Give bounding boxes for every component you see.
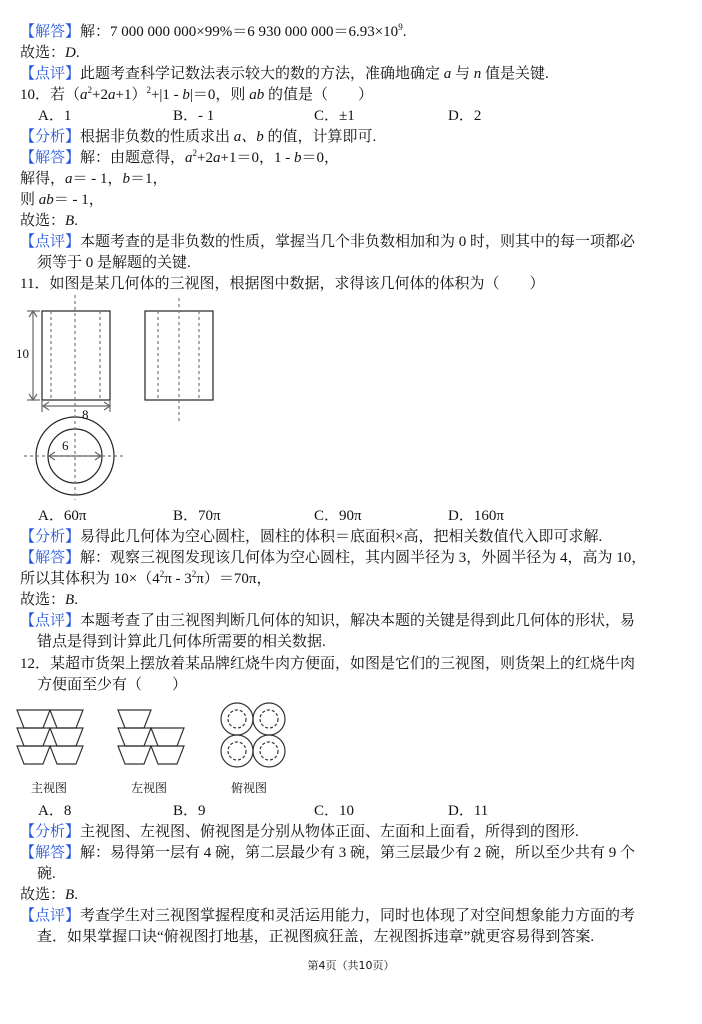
- q9-comment: 【点评】此题考查科学记数法表示较大的数的方法，准确地确定 a 与 n 值是关键.: [20, 66, 549, 82]
- front-view: [17, 710, 83, 764]
- option-b[interactable]: B．70π: [173, 508, 221, 524]
- option-c[interactable]: C．10: [314, 803, 355, 819]
- option-c[interactable]: C．±1: [314, 108, 355, 124]
- q12-three-view-figure: [0, 695, 300, 770]
- q9-choose: 故选：D.: [20, 45, 80, 61]
- caption-front-view: 主视图: [31, 781, 68, 795]
- q12-analysis: 【分析】主视图、左视图、俯视图是分别从物体正面、左面和上面看，所得到的图形.: [20, 824, 579, 840]
- option-a[interactable]: A．8: [38, 803, 72, 819]
- q12-stem-line2: 方便面至少有（ ）: [37, 677, 188, 693]
- q12-comment-line2: 查．如果掌握口诀“俯视图打地基，正视图疯狂盖，左视图拆违章”就更容易得到答案.: [37, 929, 595, 945]
- q11-analysis: 【分析】易得此几何体为空心圆柱，圆柱的体积＝底面积×高，把相关数值代入即可求解.: [20, 529, 603, 545]
- q11-answer-line2: 所以其体积为 $10\times(4^2\pi - 3^2\pi)=70\pi$，: [20, 569, 272, 587]
- q9-answer: 【解答】解：7 000 000 000×99%＝6 930 000 $000=6.93\times 10^9$.: [20, 22, 407, 40]
- answer-tag: 【解答】: [20, 24, 81, 40]
- q11-choose: 故选：B.: [20, 592, 78, 608]
- inner-diameter-label: 6: [62, 438, 69, 453]
- q10-comment-line2: 须等于 0 是解题的关键.: [37, 255, 191, 271]
- option-a[interactable]: A．60π: [38, 508, 87, 524]
- q12-choose: 故选：B.: [20, 887, 78, 903]
- q11-three-view-figure: [0, 290, 300, 502]
- q11-stem: 11．如图是某几何体的三视图，根据图中数据，求得该几何体的体积为（ ）: [20, 276, 545, 292]
- q12-stem: 12．某超市货架上摆放着某品牌红烧牛肉方便面，如图是它们的三视图，则货架上的红烧牛肉: [20, 656, 636, 672]
- q11-comment-line2: 错点是得到计算此几何体所需要的相关数据.: [37, 634, 326, 650]
- q11-comment: 【点评】本题考查了由三视图判断几何体的知识，解决本题的关键是得到此几何体的形状，易: [20, 613, 636, 629]
- option-a[interactable]: A．1: [38, 108, 72, 124]
- q10-answer: 【解答】解：由题意得，$a^2+2a+1=0$，1 - b＝0，: [20, 148, 339, 166]
- q10-comment: 【点评】本题考查的是非负数的性质，掌握当几个非负数相加和为 0 时，则其中的每一项都必: [20, 234, 636, 250]
- q10-stem: 10．若$(a^2+2a+1)^2+|1 - b|=0$，则 ab 的值是（ ）: [20, 85, 373, 103]
- top-view: [221, 703, 285, 767]
- option-b[interactable]: B．9: [173, 803, 206, 819]
- option-d[interactable]: D．2: [448, 108, 482, 124]
- q10-choose: 故选：B.: [20, 213, 78, 229]
- caption-top-view: 俯视图: [231, 781, 268, 795]
- height-label: 10: [16, 346, 29, 361]
- option-d[interactable]: D．160π: [448, 508, 504, 524]
- q12-comment: 【点评】考查学生对三视图掌握程度和灵活运用能力，同时也体现了对空间想象能力方面的考: [20, 908, 636, 924]
- width-label: 8: [82, 407, 89, 422]
- page-footer: 第4页（共10页）: [307, 959, 395, 972]
- q10-analysis: 【分析】根据非负数的性质求出 a、b 的值，计算即可.: [20, 129, 377, 145]
- option-b[interactable]: B．- 1: [173, 108, 215, 124]
- q10-answer-line2: 解得，a＝ - 1，b＝1，: [20, 171, 168, 187]
- q12-answer-line2: 碗.: [37, 866, 56, 882]
- comment-tag: 【点评】: [20, 66, 81, 82]
- caption-left-view: 左视图: [131, 781, 168, 795]
- option-c[interactable]: C．90π: [314, 508, 362, 524]
- option-d[interactable]: D．11: [448, 803, 489, 819]
- q10-answer-line3: 则 ab＝ - 1，: [20, 192, 104, 208]
- left-view: [118, 710, 184, 764]
- q11-answer: 【解答】解：观察三视图发现该几何体为空心圆柱，其内圆半径为 3，外圆半径为 4，高为 10，: [20, 550, 647, 566]
- q12-answer: 【解答】解：易得第一层有 4 碗，第二层最少有 3 碗，第三层最少有 2 碗，所以至少共有 9 个: [20, 845, 636, 861]
